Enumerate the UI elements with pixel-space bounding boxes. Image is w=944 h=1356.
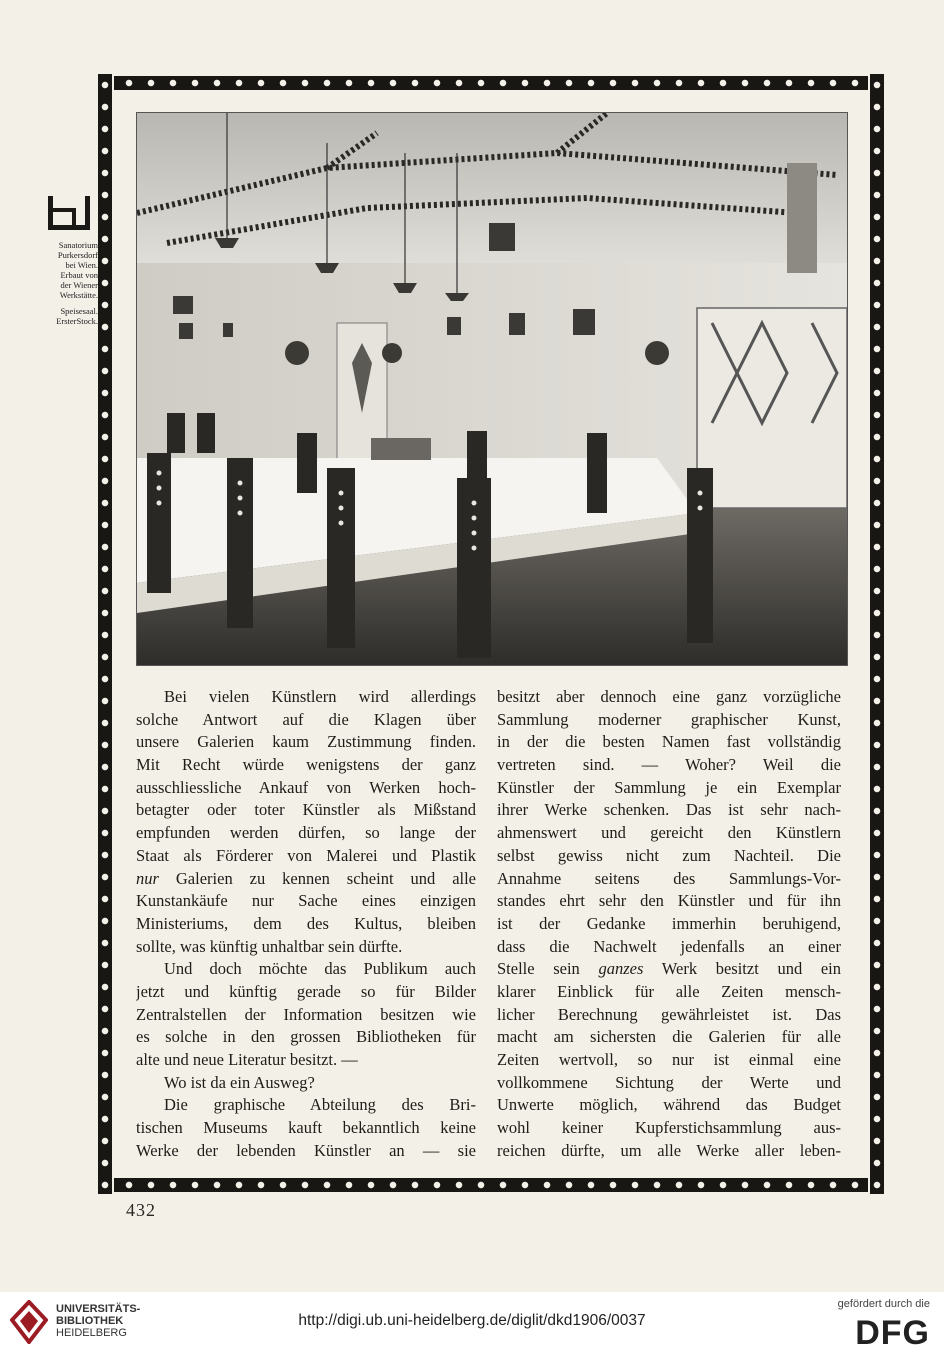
text-line: ihrer Werke schenken. Das ist sehr nach- [497,800,841,820]
text-line: vollkommene Sichtung der Werte und [497,1072,841,1092]
permalink-url[interactable]: http://digi.ub.uni-heidelberg.de/diglit/dkd1906/0037 [298,1312,646,1329]
text-line: macht am sichersten die Galerien für alle [497,1027,841,1047]
text-line: Unwerte möglich, während das Budget [497,1095,841,1115]
dfg-logo: DFG [855,1314,930,1352]
text-line: es solche in den grossen Bibliotheken für [136,1027,476,1047]
library-name-line: UNIVERSITÄTS- [56,1303,141,1315]
text-line: Mit Recht würde wenigstens der ganz [136,755,476,775]
caption-line: Erbaut von [60,270,98,280]
funding-note: gefördert durch die [837,1298,930,1310]
text-line: tischen Museums kauft bekanntlich keine [136,1118,476,1138]
text-fragment: Galerien zu kennen scheint und alle [175,868,476,888]
text-line: ausschliessliche Ankauf von Werken hoch- [136,777,476,797]
ornamental-border-left [96,74,114,1194]
text-line: Ministeriums, dem des Kultus, bleiben [136,913,476,933]
text-line: Die graphische Abteilung des Bri- [164,1095,476,1115]
text-line: Und doch möchte das Publikum auch [164,959,476,979]
text-fragment: Stelle sein [497,959,580,979]
caption-line: bei Wien. [65,260,98,270]
text-line: betagter oder toter Künstler als Mißstand [136,800,476,820]
text-line: wohl keiner Kupferstichsammlung aus- [497,1118,841,1138]
ornamental-border-bottom [96,1176,886,1194]
text-line: empfunden werden dürfen, so lange der [136,823,476,843]
text-line: Bei vielen Künstlern wird allerdings [164,687,476,706]
text-line: reichen dürfte, um alle Werke aller leben- [497,1140,841,1160]
text-line: jetzt und künftig gerade so für Bilder [136,981,476,1001]
wiener-werkstaette-monogram-icon [48,196,90,230]
text-line: Kunstankäufe nur Sache eines einzigen [136,891,476,911]
library-name-line: BIBLIOTHEK [56,1315,124,1327]
photo-illustration [137,113,847,665]
text-line: klarer Einblick für alle Zeiten mensch- [497,981,841,1001]
text-line: licher Berechnung gewährleistet ist. Das [497,1004,841,1024]
photo-caption [20,240,98,326]
library-name-line: HEIDELBERG [56,1327,127,1339]
text-line: selbst gewiss nicht zum Nachteil. Die [497,845,841,865]
text-line: Annahme seitens des Sammlungs-Vor- [497,868,841,888]
emphasis: nur [136,868,159,888]
caption-line: Speisesaal. [60,306,98,316]
text-line: ist der Gedanke immerhin beruhigend, [497,913,841,933]
caption-line: Werkstätte. [59,290,98,300]
text-line: standes ehrt sehr den Künstler und für ihn [497,891,841,911]
text-line: dass die Nachwelt jedenfalls an einer [497,936,841,956]
text-fragment: Werk besitzt und ein [661,959,841,979]
ornamental-border-top [96,74,886,92]
text-line: solche Antwort auf die Klagen über [136,709,476,729]
text-line: Künstler der Sammlung je ein Exemplar [497,777,841,797]
text-line: Zeiten wertvoll, so nur ist einmal eine [497,1050,841,1069]
caption-line: Sanatorium [58,240,98,250]
text-line [497,958,841,981]
text-line [136,868,476,891]
text-line: unsere Galerien kaum Zustimmung finden. [136,732,476,752]
text-line: besitzt aber dennoch eine ganz vorzügliche [497,687,841,706]
text-line: ahmenswert und gereicht den Künstlern [497,823,841,843]
ornamental-border-right [868,74,886,1194]
text-line: Sammlung moderner graphischer Kunst, [497,709,841,729]
text-line: Wo ist da ein Ausweg? [164,1072,315,1092]
text-line: alte und neue Literatur besitzt. — [136,1050,358,1069]
text-line: Staat als Förderer von Malerei und Plastik [136,845,476,865]
caption-line: ErsterStock. [56,316,98,326]
text-line: sollte, was künftig unhaltbar sein dürfte. [136,936,403,956]
text-line: in der die besten Namen fast vollständig [497,732,841,752]
caption-line: der Wiener [60,280,98,290]
emphasis: ganzes [598,959,644,979]
text-column-left [136,686,476,1162]
text-line: vertreten sind. — Woher? Weil die [497,755,841,775]
dining-hall-photograph [136,112,848,666]
text-column-right [497,686,841,1162]
caption-line: Purkersdorf [57,250,98,260]
text-line: Werke der lebenden Künstler an — sie [136,1140,476,1160]
text-line: Zentralstellen der Information besitzen wie [136,1004,476,1024]
page-number: 432 [126,1200,156,1220]
